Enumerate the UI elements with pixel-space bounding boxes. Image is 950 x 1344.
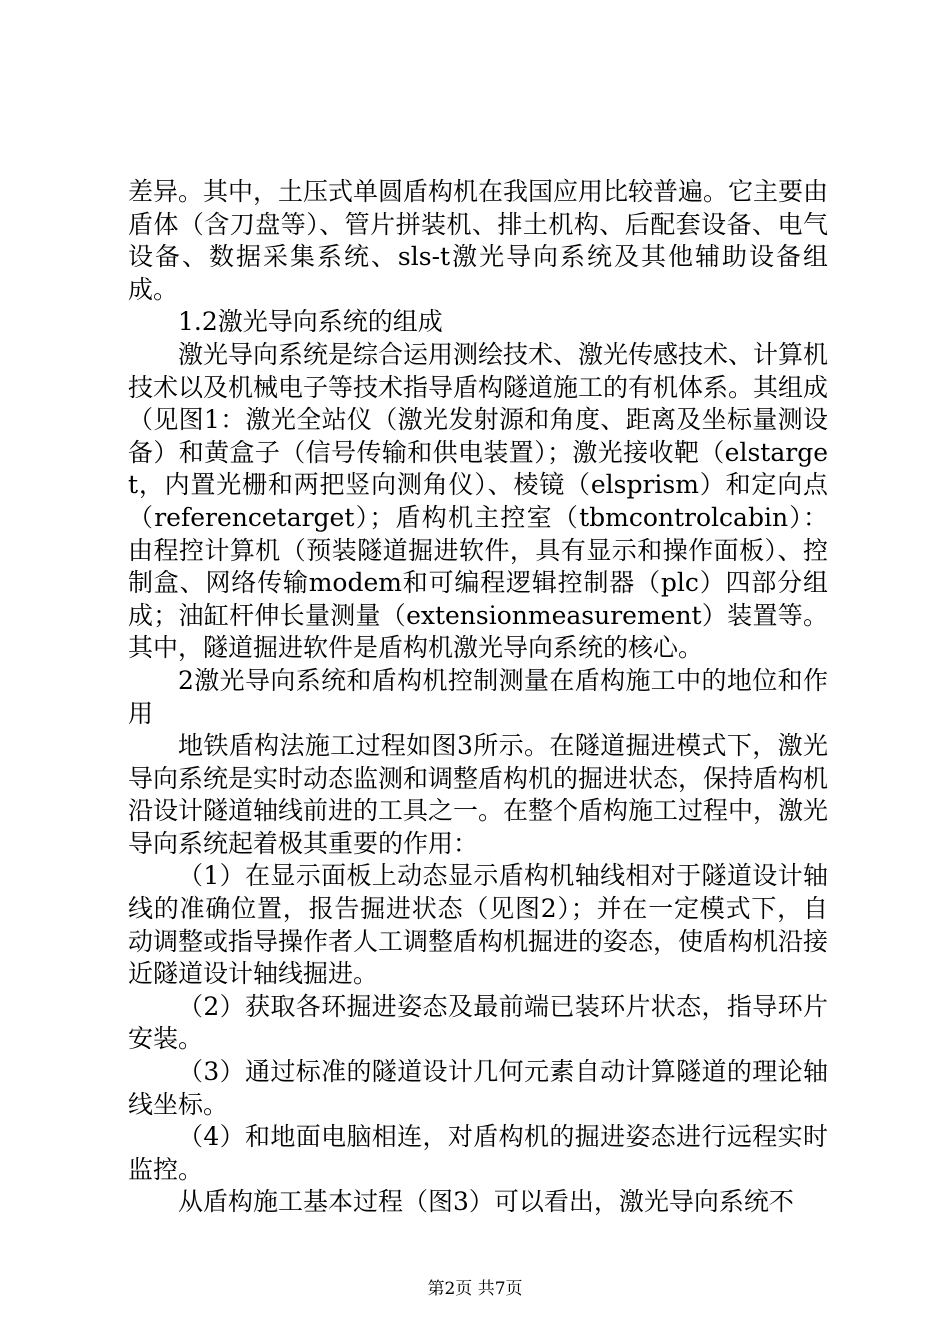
document-body [128, 176, 828, 1219]
paragraph-final: 从盾构施工基本过程（图3）可以看出，激光导向系统不 [178, 1187, 794, 1217]
page-number-footer: 第2页 共7页 [427, 1279, 523, 1299]
list-item-1: （1）在显示面板上动态显示盾构机轴线相对于隧道设计轴线的准确位置，报告掘进状态（见图2）；并在一定模式下，自动调整或指导操作者人工调整盾构机掘进的姿态，使盾构机沿接近隧道设计轴线掘进。 [128, 861, 829, 989]
list-item-4: （4）和地面电脑相连，对盾构机的掘进姿态进行远程实时监控。 [128, 1122, 828, 1184]
section-heading-2: 2激光导向系统和盾构机控制测量在盾构施工中的地位和作用 [128, 665, 828, 728]
paragraph-system-composition: 激光导向系统是综合运用测绘技术、激光传感技术、计算机技术以及机械电子等技术指导盾构隧道施工的有机体系。其组成（见图1：激光全站仪（激光发射源和角度、距离及坐标量测设备）和黄盒子（信号传输和供电装置）；激光接收靶（elstarget，内置光栅和两把竖向测角仪）、棱镜（elsprism）和定向点（referencetarget）；盾构机主控室（tbmcontrolcabin）：由程控计算机（预装隧道掘进软件，具有显示和操作面板）、控制盒、网络传输modem和可编程逻辑控制器（plc）四部分组成；油缸杆伸长量测量（extensionmeasurement）装置等。其中，隧道掘进软件是盾构机激光导向系统的核心。 [128, 339, 829, 663]
list-item-2: （2）获取各环掘进姿态及最前端已装环片状态，指导环片安装。 [128, 991, 828, 1054]
list-item-3: （3）通过标准的隧道设计几何元素自动计算隧道的理论轴线坐标。 [128, 1057, 828, 1119]
section-heading-1-2: 1.2激光导向系统的组成 [178, 307, 443, 337]
paragraph-continuation: 差异。其中，土压式单圆盾构机在我国应用比较普遍。它主要由盾体（含刀盘等）、管片拼装机、排土机构、后配套设备、电气设备、数据采集系统、sls-t激光导向系统及其他辅助设备组成。 [128, 177, 829, 304]
paragraph-construction-process: 地铁盾构法施工过程如图3所示。在隧道掘进模式下，激光导向系统是实时动态监测和调整盾构机的掘进状态，保持盾构机沿设计隧道轴线前进的工具之一。在整个盾构施工过程中，激光导向系统起着极其重要的作用： [128, 731, 829, 858]
